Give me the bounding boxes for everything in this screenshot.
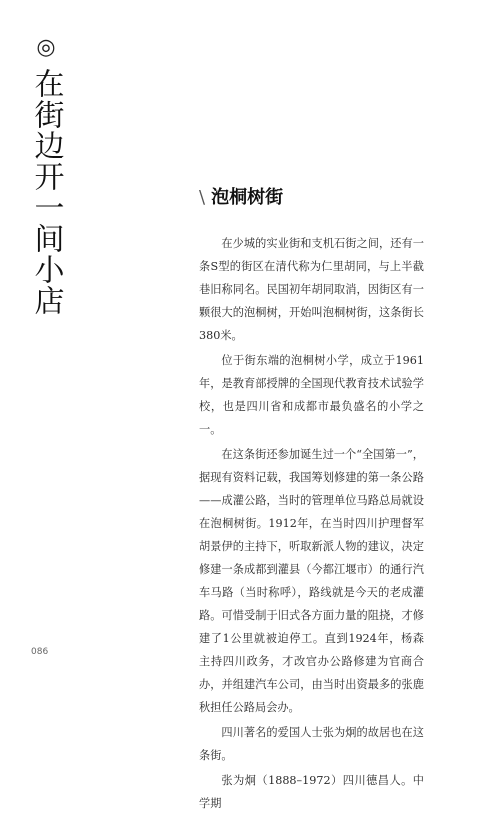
paragraph: 位于街东端的泡桐树小学，成立于1961年，是教育部授牌的全国现代教育技术试验学校，也是四川省和成都市最负盛名的小学之一。 <box>199 354 424 436</box>
section-heading <box>199 186 283 210</box>
heading-slash-mark: \ <box>199 187 206 208</box>
page-number: 086 <box>31 647 49 657</box>
paragraph: 四川著名的爱国人士张为炯的故居也在这条街。 <box>199 726 424 762</box>
section-heading-text: 泡桐树街 <box>211 187 284 208</box>
chapter-title-block <box>26 36 66 316</box>
article-body <box>199 232 424 817</box>
paragraph: 在少城的实业街和支机石街之间，还有一条S型的街区在清代称为仁里胡同，与上半截巷旧称同名。民国初年胡同取消，因街区有一颗很大的泡桐树，开始叫泡桐树街，这条街长380米。 <box>199 237 424 342</box>
paragraph: 张为炯（1888–1972）四川德昌人。中学期 <box>199 774 424 810</box>
circle-bullet-icon: ◎ <box>36 35 56 60</box>
chapter-title: 在街边开一间小店 <box>28 68 64 316</box>
paragraph: 在这条街还参加诞生过一个“全国第一”，据现有资料记载，我国筹划修建的第一条公路——成灌公路，当时的管理单位马路总局就设在泡桐树街。1912年，在当时四川护理督军胡景伊的主持下，听取新派人物的建议，决定修建一条成都到灌县（今都江堰市）的通行汽车马路（当时称呼），路线就是今天的老成灌路。可惜受制于旧式各方面力量的阻挠，才修建了1公里就被迫停工。直到1924年，杨森主持四川政务，才改官办公路修建为官商合办，并组建汽车公司，由当时出资最多的张鹿秋担任公路局会办。 <box>199 448 424 714</box>
